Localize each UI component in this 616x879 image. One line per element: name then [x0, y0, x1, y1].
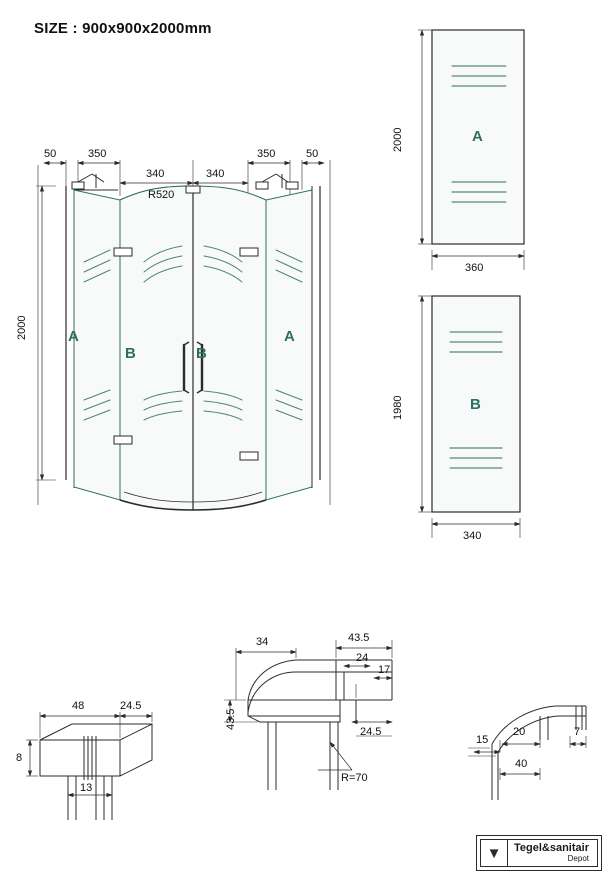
dim-340-left: 340 [146, 168, 165, 180]
dim-panel-a-height-2000: 2000 [392, 127, 404, 152]
dim-detail-left-24-5: 24.5 [120, 700, 142, 712]
dim-radius-r520: R520 [148, 189, 175, 201]
panel-b-letter: B [470, 396, 481, 413]
water-drop-icon: ▼ [481, 840, 508, 866]
dim-340-right: 340 [206, 168, 225, 180]
dim-detail-center-34: 34 [256, 636, 269, 648]
dim-detail-center-r70: R=70 [341, 772, 368, 784]
dim-height-2000-main: 2000 [16, 315, 28, 340]
logo-line-1: Tegel&sanitair [514, 842, 589, 855]
dim-detail-right-40: 40 [515, 758, 528, 770]
dim-50-right: 50 [306, 148, 319, 160]
dim-detail-right-7: 7 [574, 726, 581, 738]
logo-line-2: Depot [567, 853, 589, 863]
dim-detail-center-43-5-left: 43.5 [225, 708, 237, 730]
dim-detail-left-13: 13 [80, 782, 93, 794]
tegel-sanitair-depot-logo [476, 835, 602, 871]
dim-panel-a-width-360: 360 [465, 262, 484, 274]
dim-350-right: 350 [257, 148, 276, 160]
main-panel-letter-b-left: B [125, 345, 136, 362]
dim-detail-center-24-5: 24.5 [360, 726, 382, 738]
dim-panel-b-height-1980: 1980 [392, 395, 404, 420]
dim-detail-right-15: 15 [476, 734, 489, 746]
dim-detail-center-43-5-top: 43.5 [348, 632, 370, 644]
dim-350-left: 350 [88, 148, 107, 160]
main-panel-letter-a-right: A [284, 328, 295, 345]
page-title: SIZE : 900x900x2000mm [34, 20, 212, 37]
dim-detail-left-8: 8 [16, 752, 23, 764]
dim-50-left: 50 [44, 148, 57, 160]
panel-a-letter: A [472, 128, 483, 145]
dim-panel-b-width-340: 340 [463, 530, 482, 542]
dim-detail-right-20: 20 [513, 726, 526, 738]
dim-detail-center-17: 17 [378, 664, 391, 676]
main-panel-letter-b-right: B [196, 345, 207, 362]
dim-detail-left-48: 48 [72, 700, 85, 712]
main-panel-letter-a-left: A [68, 328, 79, 345]
dim-detail-center-24: 24 [356, 652, 369, 664]
